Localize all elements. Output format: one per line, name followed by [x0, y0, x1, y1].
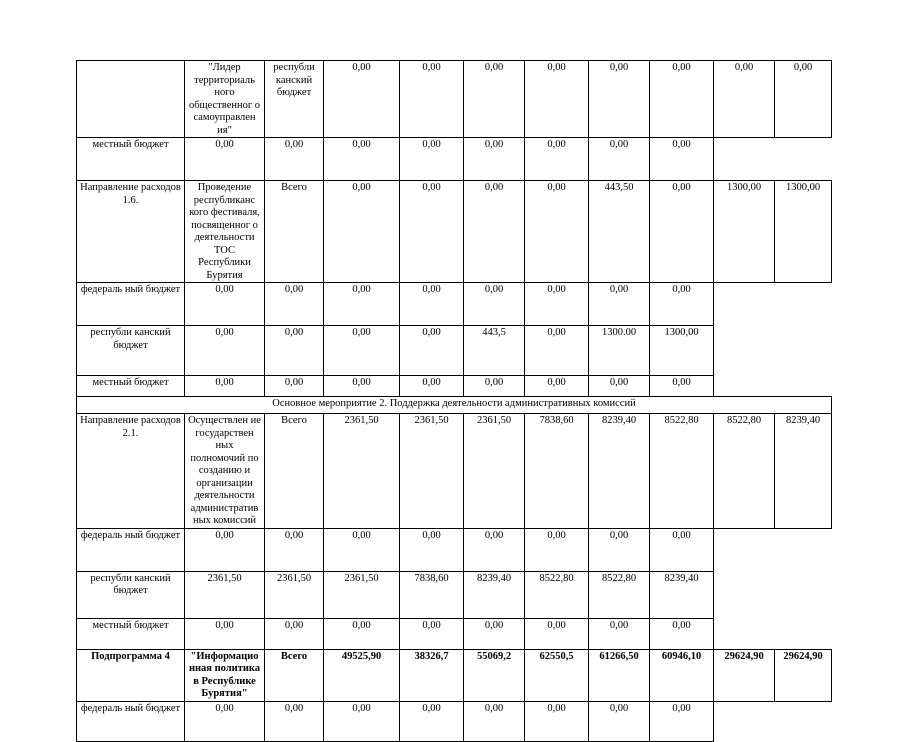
value-cell: 0,00	[265, 701, 324, 741]
value-cell: 0,00	[400, 181, 464, 283]
value-cell: 1300,00	[650, 326, 714, 376]
value-cell: 0,00	[324, 61, 400, 138]
funding-source: местный бюджет	[77, 618, 185, 649]
value-cell: 8522,80	[650, 414, 714, 529]
value-cell: 0,00	[464, 618, 525, 649]
value-cell: 0,00	[265, 528, 324, 571]
table-row	[77, 61, 832, 138]
value-cell: 8522,80	[714, 414, 775, 529]
value-cell: 2361,50	[185, 571, 265, 618]
value-cell: 55069,2	[464, 649, 525, 701]
budget-table	[76, 60, 832, 742]
value-cell: 0,00	[464, 376, 525, 397]
funding-source: федераль ный бюджет	[77, 701, 185, 741]
value-cell: 0,00	[525, 181, 589, 283]
value-cell: 0,00	[525, 138, 589, 181]
value-cell: 0,00	[525, 618, 589, 649]
value-cell: 0,00	[324, 181, 400, 283]
value-cell: 0,00	[650, 283, 714, 326]
value-cell: 0,00	[324, 376, 400, 397]
value-cell: 0,00	[525, 701, 589, 741]
value-cell: 0,00	[464, 138, 525, 181]
value-cell: 0,00	[589, 701, 650, 741]
value-cell: 7838,60	[400, 571, 464, 618]
table-row	[77, 138, 832, 181]
value-cell: 2361,50	[265, 571, 324, 618]
value-cell: 0,00	[589, 61, 650, 138]
value-cell: 0,00	[775, 61, 832, 138]
value-cell: 0,00	[400, 283, 464, 326]
value-cell: 0,00	[185, 528, 265, 571]
value-cell: 0,00	[265, 138, 324, 181]
value-cell: 0,00	[265, 326, 324, 376]
value-cell: 29624,90	[714, 649, 775, 701]
value-cell: 0,00	[525, 326, 589, 376]
table-row	[77, 571, 832, 618]
value-cell: 7838,60	[525, 414, 589, 529]
value-cell: 0,00	[650, 528, 714, 571]
value-cell: 0,00	[400, 618, 464, 649]
value-cell: 0,00	[714, 61, 775, 138]
value-cell: 0,00	[400, 326, 464, 376]
program-title: "Лидер территориаль ного общественног о самоуправлен ия"	[185, 61, 265, 138]
value-cell: 38326,7	[400, 649, 464, 701]
table-row	[77, 649, 832, 701]
value-cell: 0,00	[589, 528, 650, 571]
value-cell: 443,50	[589, 181, 650, 283]
value-cell: 0,00	[650, 181, 714, 283]
table-row	[77, 414, 832, 529]
value-cell: 0,00	[324, 528, 400, 571]
table-row	[77, 528, 832, 571]
value-cell: 0,00	[324, 283, 400, 326]
funding-source: местный бюджет	[77, 138, 185, 181]
value-cell: 0,00	[185, 376, 265, 397]
value-cell: 2361,50	[400, 414, 464, 529]
budget-table-body	[77, 61, 832, 742]
table-row	[77, 376, 832, 397]
value-cell: 0,00	[589, 283, 650, 326]
table-row	[77, 701, 832, 741]
section-title: Основное мероприятие 2. Поддержка деятельности административных комиссий	[77, 397, 832, 414]
funding-source: Всего	[265, 414, 324, 529]
program-title: Проведение республиканс кого фестиваля, посвященног о деятельности ТОС Республики Бурятия	[185, 181, 265, 283]
value-cell: 8239,40	[650, 571, 714, 618]
value-cell: 60946,10	[650, 649, 714, 701]
value-cell: 0,00	[589, 618, 650, 649]
table-row	[77, 283, 832, 326]
funding-source: республи канский бюджет	[265, 61, 324, 138]
value-cell: 0,00	[525, 283, 589, 326]
value-cell: 0,00	[324, 701, 400, 741]
funding-source: Всего	[265, 181, 324, 283]
value-cell: 1300,00	[775, 181, 832, 283]
funding-source: республи канский бюджет	[77, 571, 185, 618]
program-title: Осуществлен ие государствен ных полномочий по созданию и организации деятельности административ ных комиссий	[185, 414, 265, 529]
value-cell: 0,00	[589, 376, 650, 397]
value-cell: 0,00	[400, 701, 464, 741]
funding-source: федераль ный бюджет	[77, 283, 185, 326]
value-cell: 0,00	[185, 138, 265, 181]
value-cell: 8522,80	[525, 571, 589, 618]
funding-source: федераль ный бюджет	[77, 528, 185, 571]
value-cell: 49525,90	[324, 649, 400, 701]
value-cell: 0,00	[650, 701, 714, 741]
value-cell: 0,00	[265, 376, 324, 397]
value-cell: 443,5	[464, 326, 525, 376]
value-cell: 1300,00	[714, 181, 775, 283]
value-cell: 0,00	[464, 181, 525, 283]
value-cell: 2361,50	[324, 414, 400, 529]
value-cell: 0,00	[324, 138, 400, 181]
value-cell: 8239,40	[464, 571, 525, 618]
value-cell: 61266,50	[589, 649, 650, 701]
value-cell: 0,00	[650, 61, 714, 138]
value-cell: 0,00	[400, 61, 464, 138]
program-name	[77, 61, 185, 138]
value-cell: 0,00	[650, 138, 714, 181]
value-cell: 0,00	[324, 618, 400, 649]
value-cell: 0,00	[185, 326, 265, 376]
value-cell: 0,00	[464, 283, 525, 326]
table-row	[77, 326, 832, 376]
value-cell: 0,00	[185, 701, 265, 741]
value-cell: 0,00	[265, 283, 324, 326]
program-name: Подпрограмма 4	[77, 649, 185, 701]
value-cell: 0,00	[464, 528, 525, 571]
value-cell: 1300.00	[589, 326, 650, 376]
value-cell: 29624,90	[775, 649, 832, 701]
value-cell: 8522,80	[589, 571, 650, 618]
value-cell: 2361,50	[464, 414, 525, 529]
value-cell: 0,00	[525, 61, 589, 138]
program-name: Направление расходов 1.6.	[77, 181, 185, 283]
value-cell: 0,00	[400, 376, 464, 397]
value-cell: 0,00	[324, 326, 400, 376]
value-cell: 0,00	[589, 138, 650, 181]
funding-source: республи канский бюджет	[77, 326, 185, 376]
value-cell: 0,00	[464, 61, 525, 138]
value-cell: 0,00	[265, 618, 324, 649]
value-cell: 0,00	[185, 283, 265, 326]
table-row	[77, 618, 832, 649]
value-cell: 8239,40	[589, 414, 650, 529]
funding-source: Всего	[265, 649, 324, 701]
funding-source: местный бюджет	[77, 376, 185, 397]
value-cell: 0,00	[650, 618, 714, 649]
section-row	[77, 397, 832, 414]
program-title: "Информацио нная политика в Республике Бурятия"	[185, 649, 265, 701]
table-row	[77, 181, 832, 283]
program-name: Направление расходов 2.1.	[77, 414, 185, 529]
value-cell: 0,00	[525, 528, 589, 571]
value-cell: 0,00	[464, 701, 525, 741]
value-cell: 0,00	[400, 138, 464, 181]
value-cell: 0,00	[525, 376, 589, 397]
value-cell: 0,00	[650, 376, 714, 397]
value-cell: 0,00	[185, 618, 265, 649]
value-cell: 8239,40	[775, 414, 832, 529]
value-cell: 0,00	[400, 528, 464, 571]
value-cell: 62550,5	[525, 649, 589, 701]
value-cell: 2361,50	[324, 571, 400, 618]
